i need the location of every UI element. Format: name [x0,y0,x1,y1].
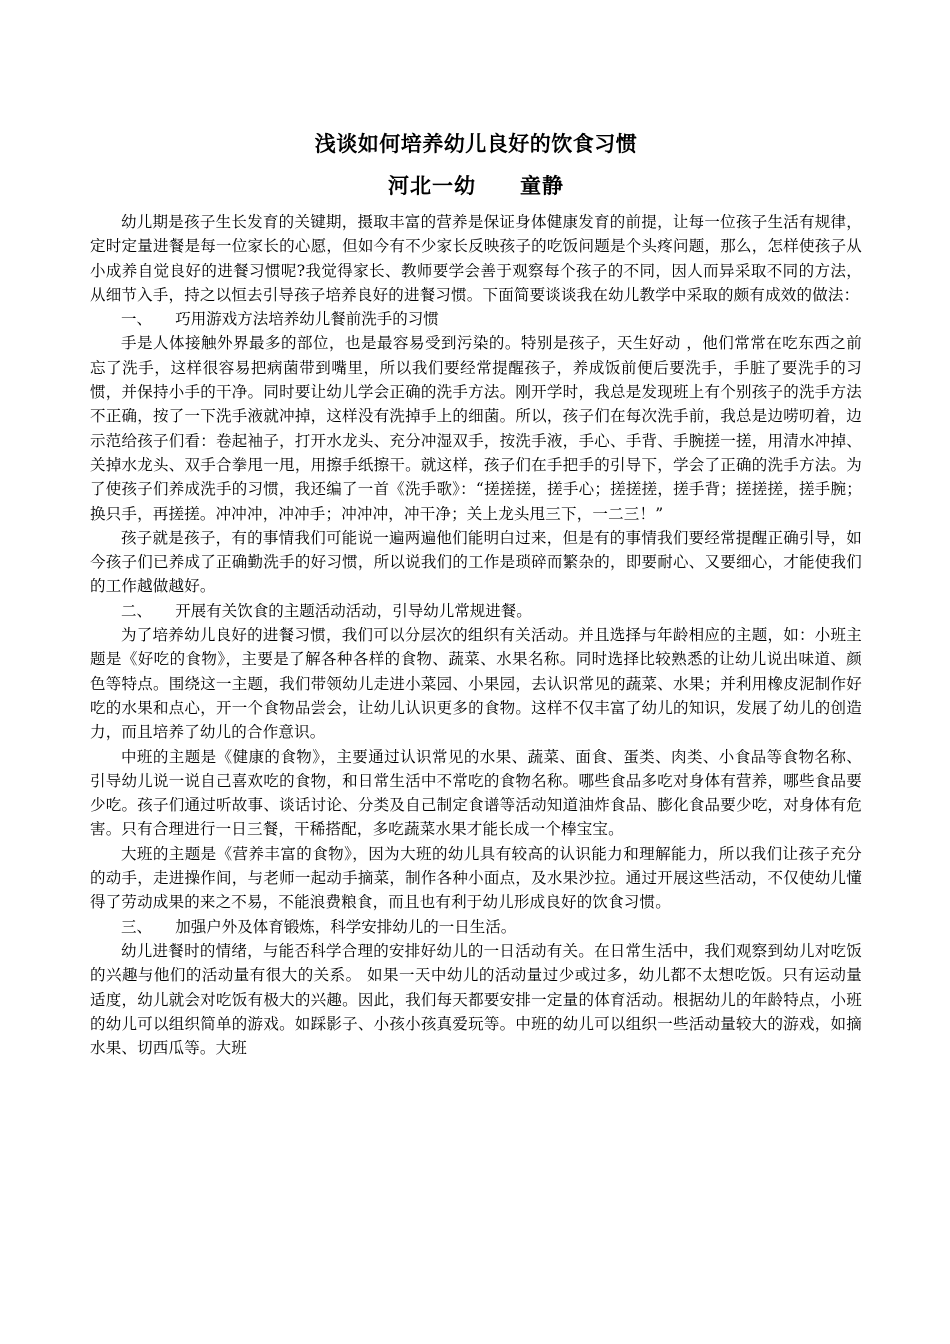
document-title: 浅谈如何培养幼儿良好的饮食习惯 [314,132,638,156]
section-heading: 二、 开展有关饮食的主题活动活动，引导幼儿常规进餐。 [121,601,532,620]
paragraph: 孩子就是孩子，有的事情我们可能说一遍两遍他们能明白过来，但是有的事情我们要经常提醒正确引导，如今孩子们已养成了正确勤洗手的好习惯，所以说我们的工作是琐碎而繁杂的，即要耐心、又要细心，才能使我们的工作越做越好。 [90,528,862,596]
document-body [90,210,862,1060]
paragraph: 为了培养幼儿良好的进餐习惯，我们可以分层次的组织有关活动。并且选择与年龄相应的主题，如：小班主题是《好吃的食物》，主要是了解各种各样的食物、蔬菜、水果名称。同时选择比较熟悉的让幼儿说出味道、颜色等特点。围绕这一主题，我们带领幼儿走进小菜园、小果园，去认识常见的蔬菜、水果；并利用橡皮泥制作好吃的水果和点心，开一个食物品尝会，让幼儿认识更多的食物。这样不仅丰富了幼儿的知识，发展了幼儿的创造力，而且培养了幼儿的合作意识。 [90,626,862,742]
paragraph: 大班的主题是《营养丰富的食物》，因为大班的幼儿具有较高的认识能力和理解能力，所以我们让孩子充分的动手，走进操作间，与老师一起动手摘菜，制作各种小面点，及水果沙拉。通过开展这些活动，不仅使幼儿懂得了劳动成果的来之不易，不能浪费粮食，而且也有利于幼儿形成良好的饮食习惯。 [90,844,862,912]
paragraph: 幼儿期是孩子生长发育的关键期，摄取丰富的营养是保证身体健康发育的前提，让每一位孩子生活有规律，定时定量进餐是每一位家长的心愿，但如今有不少家长反映孩子的吃饭问题是个头疼问题，那么，怎样使孩子从小成养自觉良好的进餐习惯呢?我觉得家长、教师要学会善于观察每个孩子的不同，因人而异采取不同的方法，从细节入手，持之以恒去引导孩子培养良好的进餐习惯。下面简要谈谈我在幼儿教学中采取的颇有成效的做法： [90,213,862,304]
document-author: 河北一幼 童静 [388,174,564,198]
paragraph: 手是人体接触外界最多的部位，也是最容易受到污染的。特别是孩子，天生好动 ，他们常常在吃东西之前忘了洗手，这样很容易把病菌带到嘴里，所以我们要经常提醒孩子，养成饭前便后要洗手，手脏了要洗手的习惯，并保持小手的干净。同时要让幼儿学会正确的洗手方法。刚开学时，我总是发现班上有个别孩子的洗手方法不正确，按了一下洗手液就冲掉，这样没有洗掉手上的细菌。所以，孩子们在每次洗手前，我总是边唠叨着，边示范给孩子们看：卷起袖子，打开水龙头、充分冲湿双手，按洗手液，手心、手背、手腕搓一搓，用清水冲掉、关掉水龙头、双手合拳甩一甩，用擦手纸擦干。就这样，孩子们在手把手的引导下，学会了正确的洗手方法。为了使孩子们养成洗手的习惯，我还编了一首《洗手歌》：“搓搓搓，搓手心；搓搓搓，搓手背；搓搓搓，搓手腕；换只手，再搓搓。冲冲冲，冲冲手；冲冲冲，冲干净；关上龙头甩三下，一二三！” [90,334,862,523]
section-heading: 三、 加强户外及体育锻炼，科学安排幼儿的一日生活。 [121,917,517,936]
paragraph: 幼儿进餐时的情绪，与能否科学合理的安排好幼儿的一日活动有关。在日常生活中，我们观察到幼儿对吃饭的兴趣与他们的活动量有很大的关系。 如果一天中幼儿的活动量过少或过多，幼儿都不太想吃饭。只有运动量适度，幼儿就会对吃饭有极大的兴趣。因此，我们每天都要安排一定量的体育活动。根据幼儿的年龄特点，小班的幼儿可以组织简单的游戏。如踩影子、小孩小孩真爱玩等。中班的幼儿可以组织一些活动量较大的游戏，如摘水果、切西瓜等。大班 [90,941,862,1058]
document-page [90,128,862,1060]
paragraph: 中班的主题是《健康的食物》，主要通过认识常见的水果、蔬菜、面食、蛋类、肉类、小食品等食物名称、引导幼儿说一说自己喜欢吃的食物，和日常生活中不常吃的食物名称。哪些食品多吃对身体有营养，哪些食品要少吃。孩子们通过听故事、谈话讨论、分类及自己制定食谱等活动知道油炸食品、膨化食品要少吃，对身体有危害。只有合理进行一日三餐，干稀搭配，多吃蔬菜水果才能长成一个棒宝宝。 [90,747,862,839]
section-heading: 一、 巧用游戏方法培养幼儿餐前洗手的习惯 [121,310,439,329]
